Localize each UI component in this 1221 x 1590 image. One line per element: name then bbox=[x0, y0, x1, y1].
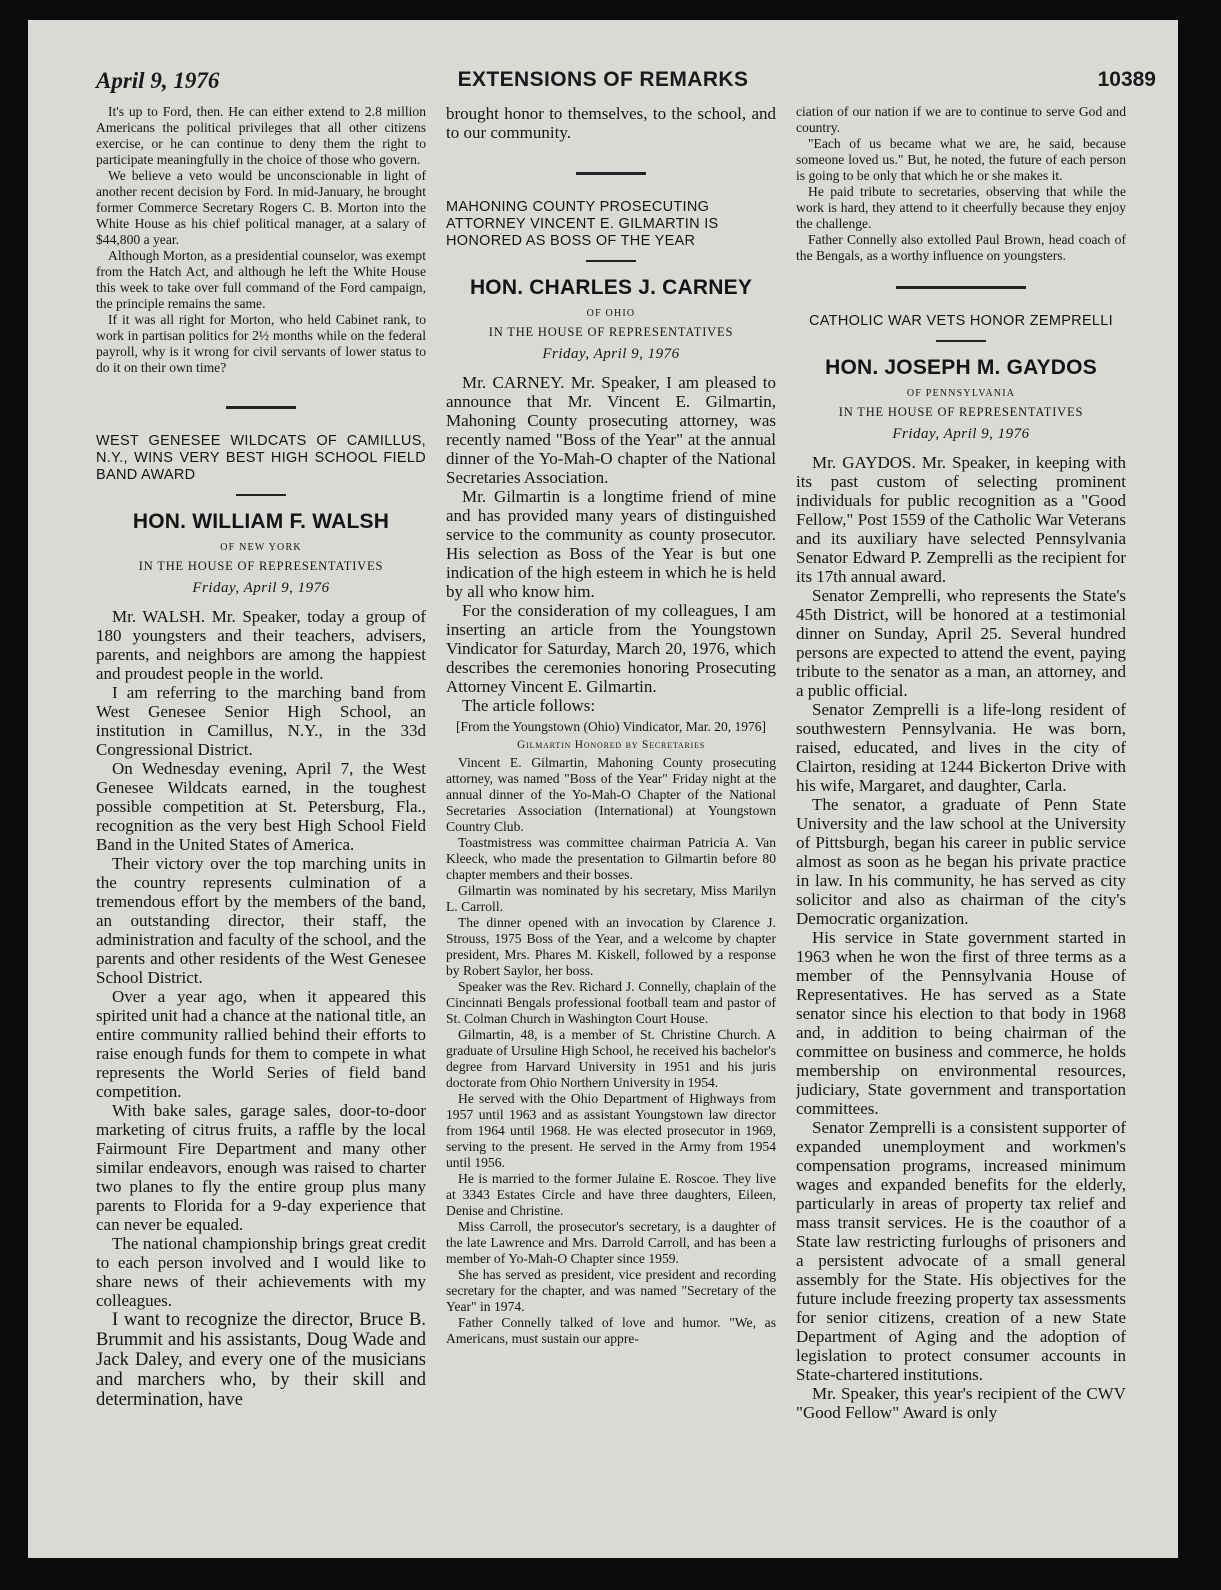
speech-paragraph: Mr. Speaker, this year's recipient of the CWV "Good Fellow" Award is only bbox=[796, 1384, 1126, 1422]
speech-paragraph: With bake sales, garage sales, door-to-door marketing of citrus fruits, a raffle by the local Fairmount Fire Department and many other similar endeavors, enough was raised to charter two planes to fly the entire group plus many parents to Florida for a 9-day experience that can never be equaled. bbox=[96, 1101, 426, 1234]
speech-paragraph: I am referring to the marching band from West Genesee Senior High School, an institution in Camillus, N.Y., in the 33d Congressional District. bbox=[96, 683, 426, 759]
page-header-title: EXTENSIONS OF REMARKS bbox=[457, 68, 749, 91]
member-name: HON. JOSEPH M. GAYDOS bbox=[825, 356, 1097, 379]
title-divider bbox=[586, 260, 636, 262]
article-paragraph: He is married to the former Julaine E. Roscoe. They live at 3343 Estates Circle and have three daughters, Eileen, Denise and Christine. bbox=[446, 1171, 776, 1218]
speech-paragraph: Senator Zemprelli is a consistent supporter of expanded unemployment and workmen's compensation programs, increased minimum wages and expanded benefits for the elderly, particularly in areas of property tax relief and mass transit services. He is the coauthor of a State law restricting furloughs of prisoners and a persistent advocate of a small general assembly for the State. His objectives for the future include freezing property tax assessments for senior citizens, creation of a new State Department of Aging and the adoption of legislation to protect consumer accounts in State-chartered institutions. bbox=[796, 1118, 1126, 1384]
title-divider bbox=[936, 340, 986, 342]
article-paragraph: Speaker was the Rev. Richard J. Connelly, chaplain of the Cincinnati Bengals professional football team and pastor of St. Colman Church in Washington Court House. bbox=[446, 979, 776, 1026]
house-label: IN THE HOUSE OF REPRESENTATIVES bbox=[138, 559, 384, 573]
article-paragraph: He paid tribute to secretaries, observing that while the work is hard, they attend to it cheerfully because they enjoy the challenge. bbox=[796, 184, 1126, 231]
speech-paragraph: Senator Zemprelli, who represents the State's 45th District, will be honored at a testimonial dinner on Sunday, April 25. Several hundred persons are expected to attend the event, paying tribute to the senator as a man, an attorney, and a public official. bbox=[796, 586, 1126, 700]
article-paragraph: We believe a veto would be unconscionable in light of another recent decision by Ford. In mid-January, he brought former Commerce Secretary Rogers C. B. Morton into the White House as his chief political manager, at a salary of $44,800 a year. bbox=[96, 168, 426, 247]
section-title: CATHOLIC WAR VETS HONOR ZEMPRELLI bbox=[809, 313, 1113, 329]
article-headline: Gilmartin Honored by Secretaries bbox=[516, 739, 706, 751]
speech-date: Friday, April 9, 1976 bbox=[542, 346, 680, 362]
member-state: OF OHIO bbox=[586, 308, 636, 319]
article-paragraph: Miss Carroll, the prosecutor's secretary, is a daughter of the late Lawrence and Mrs. Darrold Carroll, and has been a member of Yo-Mah-O Chapter since 1959. bbox=[446, 1219, 776, 1266]
article-paragraph: Gilmartin was nominated by his secretary, Miss Marilyn L. Carroll. bbox=[446, 883, 776, 914]
speech-paragraph: Their victory over the top marching units in the country represents culmination of a tremendous effort by the members of the band, an outstanding director, their staff, the administration and faculty of the school, and the parents and other residents of the West Genesee School District. bbox=[96, 854, 426, 987]
speech-paragraph: The article follows: bbox=[462, 696, 596, 715]
speech-paragraph: The senator, a graduate of Penn State University and the law school at the University of Pittsburgh, began his career in public service almost as soon as he began his private practice in law. In his community, he has served as city solicitor and also as chairman of the city's Democratic organization. bbox=[796, 795, 1126, 928]
speech-paragraph: The national championship brings great credit to each person involved and I would like to share news of their achievements with my colleagues. bbox=[96, 1234, 426, 1310]
column-1 bbox=[96, 104, 426, 1552]
member-state: OF NEW YORK bbox=[220, 542, 302, 553]
speech-paragraph: Mr. Gilmartin is a longtime friend of mine and has provided many years of distinguished service to the community as county prosecutor. His selection as Boss of the Year is but one indication of the high esteem in which he is held by all who know him. bbox=[446, 487, 776, 601]
speech-paragraph: Mr. WALSH. Mr. Speaker, today a group of 180 youngsters and their teachers, advisers, parents, and neighbors are among the happiest and proudest people in the world. bbox=[96, 607, 426, 683]
speech-paragraph: His service in State government started in 1963 when he won the first of three terms as a member of the Pennsylvania House of Representatives. He has served as a State senator since his election to that body in 1968 and, in addition to being chairman of the committee on business and commerce, he holds membership on environmental resources, judiciary, State government and transportation committees. bbox=[796, 928, 1126, 1118]
article-paragraph: She has served as president, vice president and recording secretary for the chapter, and was named "Secretary of the Year" in 1974. bbox=[446, 1267, 776, 1314]
speech-paragraph: On Wednesday evening, April 7, the West Genesee Wildcats earned, in the toughest possible competition at St. Petersburg, Fla., recognition as the very best High School Field Band in the United States of America. bbox=[96, 759, 426, 854]
house-label: IN THE HOUSE OF REPRESENTATIVES bbox=[838, 405, 1084, 419]
section-divider bbox=[896, 286, 1026, 289]
article-paragraph: If it was all right for Morton, who held Cabinet rank, to work in partisan politics for 2½ months while on the federal payroll, why is it wrong for civil servants of lower status to do it on their own time? bbox=[96, 312, 426, 375]
member-state: OF PENNSYLVANIA bbox=[906, 388, 1016, 399]
article-paragraph: ciation of our nation if we are to continue to serve God and country. bbox=[796, 104, 1126, 135]
article-paragraph: Father Connelly also extolled Paul Brown, head coach of the Bengals, as a worthy influence on youngsters. bbox=[796, 232, 1126, 263]
speech-paragraph: Mr. GAYDOS. Mr. Speaker, in keeping with its past custom of selecting prominent individuals for public recognition as a "Good Fellow," Post 1559 of the Catholic War Veterans and its auxiliary have selected Pennsylvania Senator Edward P. Zemprelli as the recipient for its 17th annual award. bbox=[796, 453, 1126, 586]
page-number: 10389 bbox=[1097, 68, 1156, 91]
speech-paragraph: Mr. CARNEY. Mr. Speaker, I am pleased to announce that Mr. Vincent E. Gilmartin, Mahoning County prosecuting attorney, was recently named "Boss of the Year" at the annual dinner of the Yo-Mah-O chapter of the National Secretaries Association. bbox=[446, 373, 776, 487]
speech-paragraph: I want to recognize the director, Bruce B. Brummit and his assistants, Doug Wade and Jack Daley, and every one of the musicians and marchers who, by their skill and determination, have bbox=[96, 1310, 426, 1410]
member-name: HON. WILLIAM F. WALSH bbox=[132, 510, 390, 533]
article-paragraph: He served with the Ohio Department of Highways from 1957 until 1963 and as assistant Youngstown law director from 1964 until 1968. He was elected prosecutor in 1969, serving to the present. He served in the Army from 1954 until 1956. bbox=[446, 1091, 776, 1170]
article-source: [From the Youngstown (Ohio) Vindicator, Mar. 20, 1976] bbox=[455, 719, 766, 734]
speech-date: Friday, April 9, 1976 bbox=[192, 580, 330, 596]
section-divider bbox=[226, 406, 296, 409]
column-3 bbox=[796, 104, 1126, 1552]
section-title: WEST GENESEE WILDCATS OF CAMILLUS, N.Y., WINS VERY BEST HIGH SCHOOL FIELD BAND AWARD bbox=[96, 433, 426, 483]
speech-paragraph: Over a year ago, when it appeared this spirited unit had a chance at the national title, an entire community rallied behind their efforts to raise enough funds for them to compete in what represents the World Series of field band competition. bbox=[96, 987, 426, 1101]
article-paragraph: Toastmistress was committee chairman Patricia A. Van Kleeck, who made the presentation to Gilmartin before 80 chapter members and their bosses. bbox=[446, 835, 776, 882]
article-paragraph: It's up to Ford, then. He can either extend to 2.8 million Americans the political privileges that all other citizens exercise, or he can continue to deny them the right to participate meaningfully in the choice of those who govern. bbox=[96, 104, 426, 167]
page-header-date: April 9, 1976 bbox=[96, 68, 220, 93]
house-label: IN THE HOUSE OF REPRESENTATIVES bbox=[488, 325, 734, 339]
speech-date: Friday, April 9, 1976 bbox=[892, 426, 1030, 442]
newspaper-page bbox=[28, 20, 1178, 1558]
section-title: MAHONING COUNTY PROSECUTING ATTORNEY VINCENT E. GILMARTIN IS HONORED AS BOSS OF THE YEAR bbox=[446, 199, 719, 249]
speech-paragraph: For the consideration of my colleagues, I am inserting an article from the Youngstown Vindicator for Saturday, March 20, 1976, which describes the ceremonies honoring Prosecuting Attorney Vincent E. Gilmartin. bbox=[446, 601, 776, 696]
section-divider bbox=[576, 172, 646, 175]
article-paragraph: Father Connelly talked of love and humor. "We, as Americans, must sustain our appre- bbox=[446, 1315, 776, 1346]
article-paragraph: Vincent E. Gilmartin, Mahoning County prosecuting attorney, was named "Boss of the Year" Friday night at the annual dinner of the Yo-Mah-O Chapter of the National Secretaries Association (International) at Youngstown Country Club. bbox=[446, 755, 776, 834]
title-divider bbox=[236, 494, 286, 496]
member-name: HON. CHARLES J. CARNEY bbox=[469, 276, 753, 299]
article-paragraph: Gilmartin, 48, is a member of St. Christine Church. A graduate of Ursuline High School, he received his bachelor's degree from Harvard University in 1951 and his juris doctorate from Ohio Northern University in 1954. bbox=[446, 1027, 776, 1090]
article-paragraph: The dinner opened with an invocation by Clarence J. Strouss, 1975 Boss of the Year, and a welcome by chapter president, Mrs. Phares M. Kiskell, followed by a response by Robert Saylor, her boss. bbox=[446, 915, 776, 978]
article-paragraph: "Each of us became what we are, he said, because someone loved us." But, he noted, the future of each person is going to be only that which he or she makes it. bbox=[796, 136, 1126, 183]
article-paragraph: Although Morton, as a presidential counselor, was exempt from the Hatch Act, and although he left the White House this week to take over full command of the Ford campaign, the principle remains the same. bbox=[96, 248, 426, 311]
speech-paragraph: Senator Zemprelli is a life-long resident of southwestern Pennsylvania. He was born, raised, educated, and lives in the city of Clairton, residing at 1244 Bickerton Drive with his wife, Margaret, and daughter, Carla. bbox=[796, 700, 1126, 795]
column-2 bbox=[446, 104, 776, 1552]
speech-paragraph: brought honor to themselves, to the school, and to our community. bbox=[446, 104, 776, 142]
